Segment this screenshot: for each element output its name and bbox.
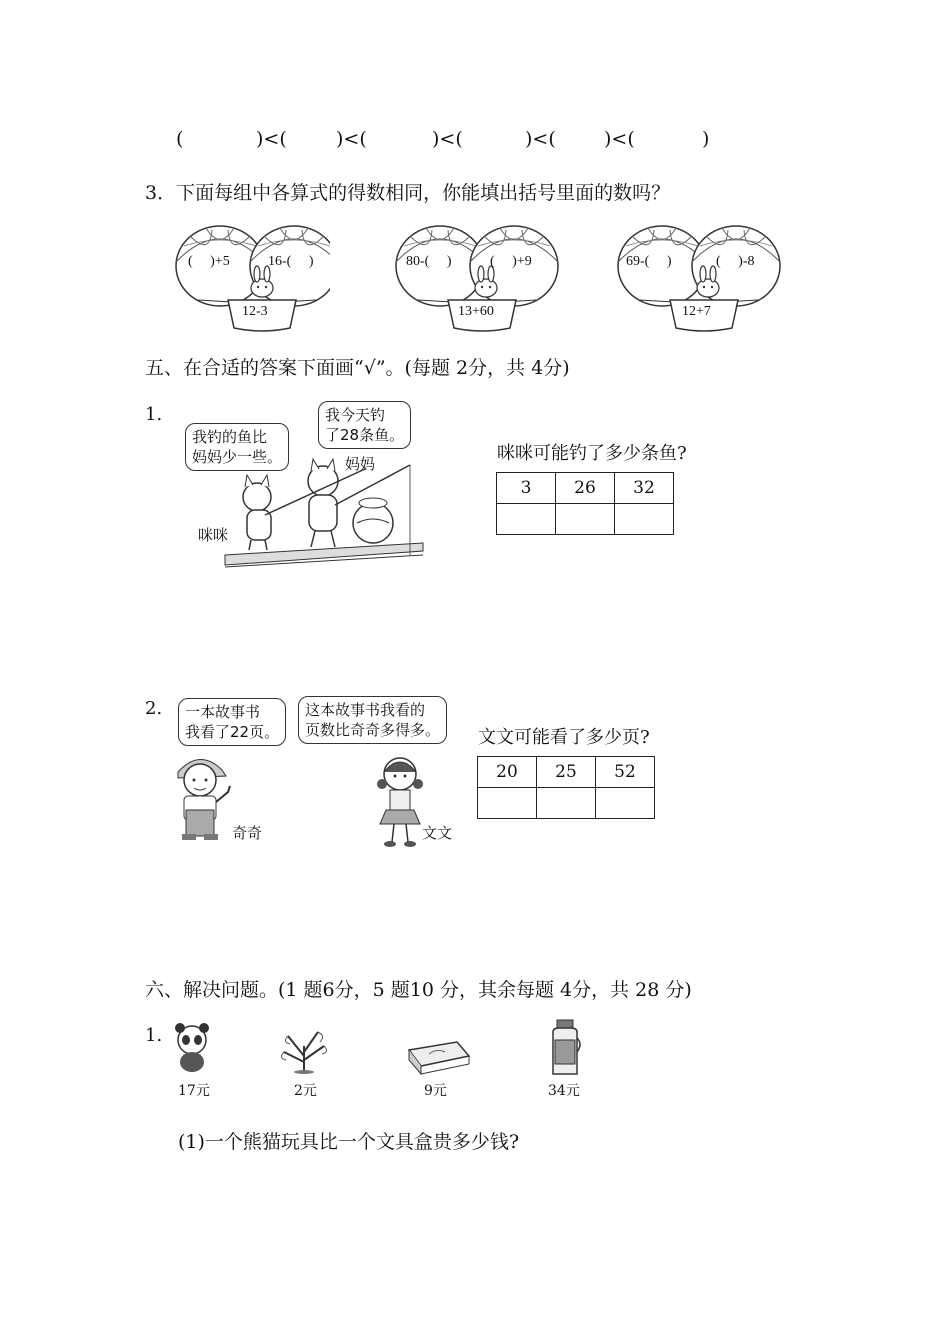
bubble-line: 妈妈少一些。 bbox=[192, 448, 283, 466]
order-row bbox=[0, 128, 950, 154]
bubble-line: 这本故事书我看的 bbox=[305, 701, 426, 719]
order-part: )<( bbox=[604, 128, 635, 150]
order-part: )<( bbox=[525, 128, 556, 150]
question-text: 咪咪可能钓了多少条鱼? bbox=[497, 443, 687, 464]
balloon-group-1 bbox=[170, 222, 330, 334]
answer-table-2 bbox=[477, 756, 655, 819]
section-6-title: 六、解决问题。(1 题6分，5 题10 分，其余每题 4分，共 28 分) bbox=[145, 979, 692, 1001]
check-cell[interactable] bbox=[478, 788, 537, 819]
bubble-line: 一本故事书 bbox=[185, 703, 261, 721]
label-mimi: 咪咪 bbox=[198, 526, 229, 544]
check-cell[interactable] bbox=[596, 788, 655, 819]
question-text: 下面每组中各算式的得数相同，你能填出括号里面的数吗？ bbox=[176, 182, 671, 204]
balloon-left-expr: 69-( ) bbox=[626, 254, 672, 269]
balloon-left-expr: ( )+5 bbox=[188, 254, 230, 269]
bubble-line: 我今天钓 bbox=[325, 406, 386, 424]
check-cell[interactable] bbox=[497, 504, 556, 535]
fishing-cats-illustration bbox=[195, 455, 425, 575]
order-part: )<( bbox=[432, 128, 463, 150]
question-number: 3． bbox=[145, 182, 177, 204]
thermos-icon bbox=[547, 1018, 583, 1078]
question-number: 1. bbox=[145, 404, 163, 425]
item-price: 9元 bbox=[424, 1083, 447, 1099]
answer-table-1 bbox=[496, 472, 674, 535]
panda-toy-icon bbox=[172, 1022, 212, 1074]
option-cell: 32 bbox=[615, 473, 674, 504]
balloon-right-expr: ( )-8 bbox=[716, 254, 755, 269]
label-mama: 妈妈 bbox=[345, 455, 376, 473]
item-price: 17元 bbox=[178, 1083, 210, 1099]
bubble-line: 我钓的鱼比 bbox=[192, 428, 268, 446]
bubble-line: 我看了22页。 bbox=[185, 723, 280, 741]
basket-expr: 12-3 bbox=[242, 304, 268, 319]
option-cell: 25 bbox=[537, 757, 596, 788]
option-cell: 26 bbox=[556, 473, 615, 504]
section-5-title: 五、在合适的答案下面画“√”。(每题 2分，共 4分) bbox=[145, 357, 570, 379]
question-number: 2. bbox=[145, 698, 163, 719]
speech-bubble-qiqi bbox=[178, 698, 286, 746]
speech-bubble-wenwen bbox=[298, 696, 447, 744]
sub-question-1: (1)一个熊猫玩具比一个文具盒贵多少钱? bbox=[178, 1131, 520, 1153]
balloon-group-3 bbox=[612, 222, 784, 334]
order-part: ( bbox=[176, 128, 184, 150]
label-wenwen: 文文 bbox=[422, 824, 453, 842]
plant-icon bbox=[278, 1028, 330, 1074]
question-text: 文文可能看了多少页? bbox=[478, 727, 650, 748]
balloon-right-expr: 16-( ) bbox=[268, 254, 314, 269]
label-qiqi: 奇奇 bbox=[232, 824, 263, 842]
boy-qiqi-illustration bbox=[170, 750, 240, 845]
question-3 bbox=[145, 178, 670, 205]
question-number: 1. bbox=[145, 1025, 163, 1046]
order-part: ) bbox=[702, 128, 710, 150]
check-cell[interactable] bbox=[537, 788, 596, 819]
basket-expr: 12+7 bbox=[682, 304, 711, 319]
order-part: )<( bbox=[256, 128, 287, 150]
option-cell: 20 bbox=[478, 757, 537, 788]
order-part: )<( bbox=[336, 128, 367, 150]
check-cell[interactable] bbox=[615, 504, 674, 535]
check-cell[interactable] bbox=[556, 504, 615, 535]
bubble-line: 了28条鱼。 bbox=[325, 426, 405, 444]
girl-wenwen-illustration bbox=[372, 752, 427, 850]
item-price: 2元 bbox=[294, 1083, 317, 1099]
balloon-left-expr: 80-( ) bbox=[406, 254, 452, 269]
balloon-group-2 bbox=[390, 222, 560, 334]
pencil-box-icon bbox=[405, 1036, 471, 1076]
speech-bubble-mama bbox=[318, 401, 411, 449]
option-cell: 52 bbox=[596, 757, 655, 788]
item-price: 34元 bbox=[548, 1083, 580, 1099]
balloon-right-expr: ( )+9 bbox=[490, 254, 532, 269]
bubble-line: 页数比奇奇多得多。 bbox=[305, 721, 441, 739]
basket-expr: 13+60 bbox=[458, 304, 494, 319]
option-cell: 3 bbox=[497, 473, 556, 504]
